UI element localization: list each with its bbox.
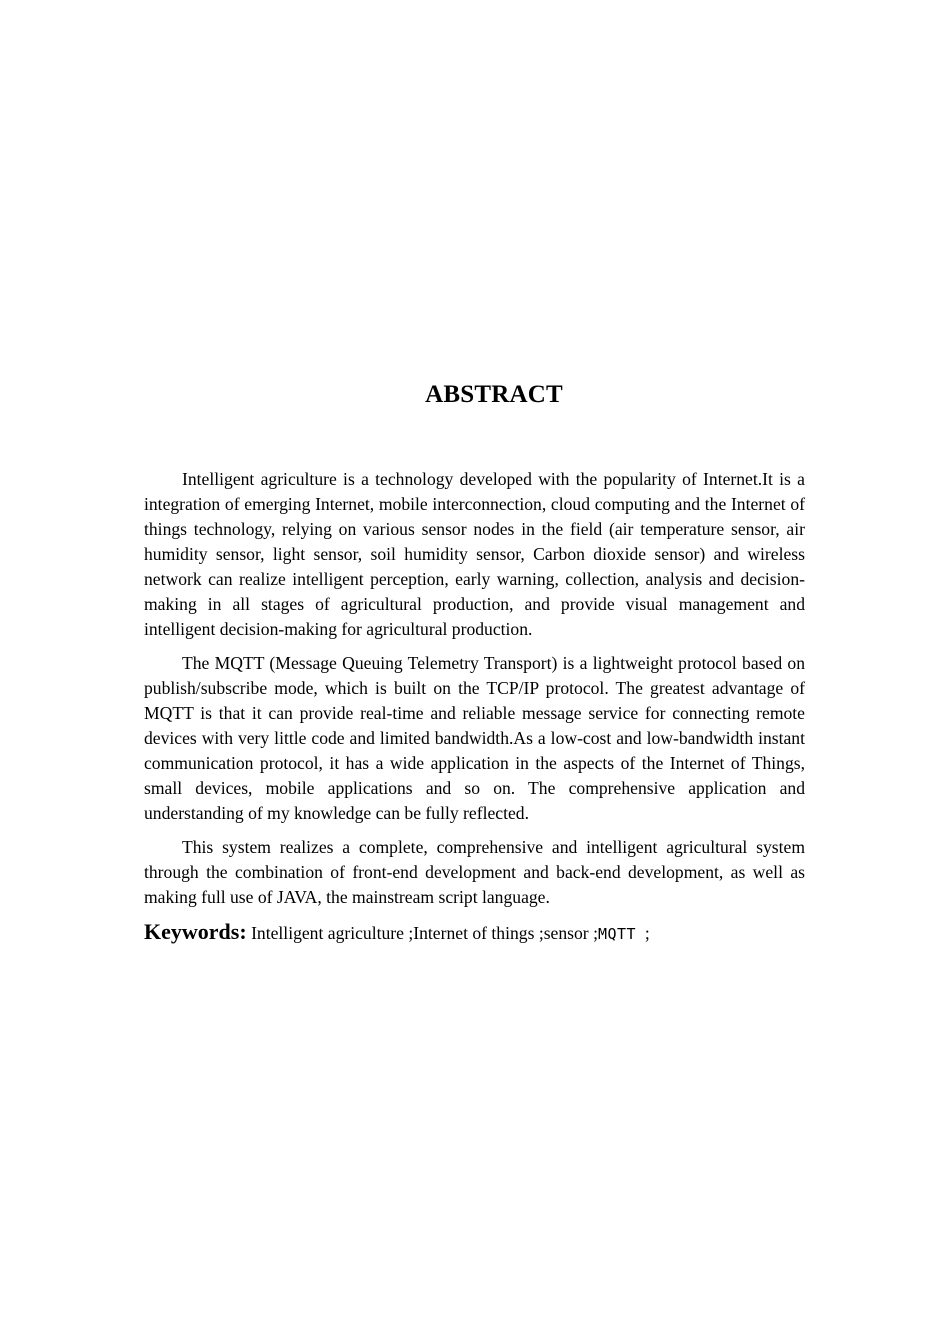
keywords-line: [144, 919, 805, 947]
abstract-paragraph-2: The MQTT (Message Queuing Telemetry Transport) is a lightweight protocol based on publish/subscribe mode, which is built on the TCP/IP protocol. The greatest advantage of MQTT is that it can provide real-time and reliable message service for connecting remote devices with very little code and limited bandwidth.As a low-cost and low-bandwidth instant communication protocol, it has a wide application in the aspects of the Internet of Things, small devices, mobile applications and so on. The comprehensive application and understanding of my knowledge can be fully reflected.: [144, 653, 805, 823]
abstract-body: [144, 467, 805, 947]
abstract-title: ABSTRACT: [425, 381, 563, 408]
abstract-paragraph-3: This system realizes a complete, comprehensive and intelligent agricultural system through the combination of front-end development and back-end development, as well as making full use of JAVA, the mainstream script language.: [144, 837, 805, 907]
keywords-mqtt: MQTT: [597, 925, 637, 943]
keywords-end: ;: [644, 923, 650, 943]
keywords-label: Keywords:: [144, 919, 247, 944]
keywords-text: Intelligent agriculture ;Internet of things ;sensor ;: [251, 923, 598, 943]
abstract-paragraph-1: Intelligent agriculture is a technology developed with the popularity of Internet.It is a integration of emerging Internet, mobile interconnection, cloud computing and the Internet of things technology, relying on various sensor nodes in the field (air temperature sensor, air humidity sensor, light sensor, soil humidity sensor, Carbon dioxide sensor) and wireless network can realize intelligent perception, early warning, collection, analysis and decision-making in all stages of agricultural production, and provide visual management and intelligent decision-making for agricultural production.: [144, 469, 805, 639]
